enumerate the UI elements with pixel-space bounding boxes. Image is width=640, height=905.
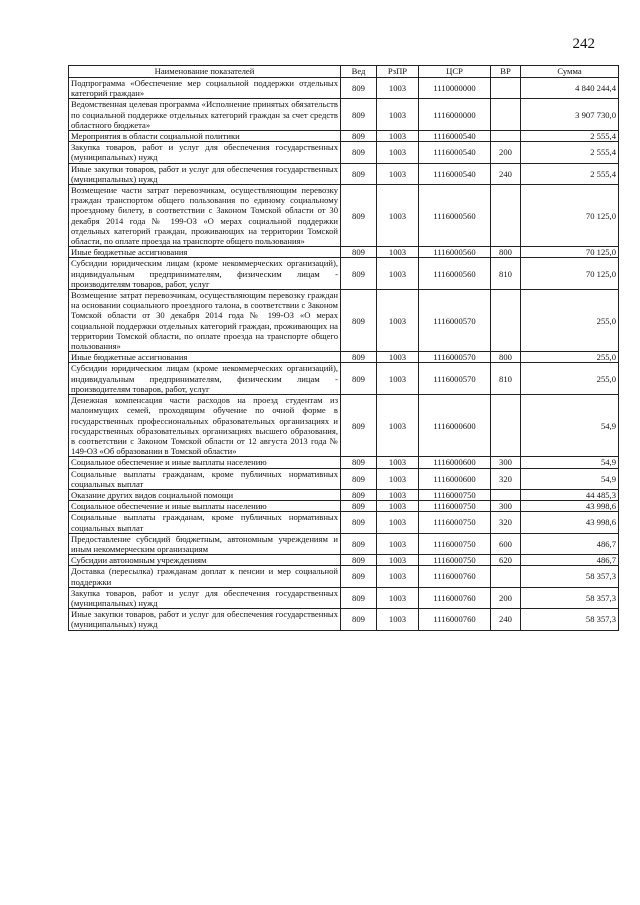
- row-ved: 809: [341, 512, 377, 533]
- row-sum: 44 485,3: [521, 489, 619, 500]
- row-ved: 809: [341, 457, 377, 468]
- row-rzpr: 1003: [377, 489, 419, 500]
- row-sum: 486,7: [521, 533, 619, 554]
- header-row: [69, 66, 619, 78]
- row-name: Мероприятия в области социальной политики: [69, 131, 341, 142]
- row-sum: 255,0: [521, 352, 619, 363]
- row-csr: 1116000750: [419, 489, 491, 500]
- row-csr: 1116000600: [419, 395, 491, 457]
- row-rzpr: 1003: [377, 185, 419, 247]
- row-csr: 1116000600: [419, 457, 491, 468]
- row-name: Доставка (пересылка) гражданам доплат к пенсии и мер социальной поддержки: [69, 566, 341, 587]
- table-row: [69, 258, 619, 290]
- row-rzpr: 1003: [377, 566, 419, 587]
- row-csr: 1116000570: [419, 363, 491, 395]
- row-ved: 809: [341, 533, 377, 554]
- row-csr: 1116000570: [419, 290, 491, 352]
- row-rzpr: 1003: [377, 501, 419, 512]
- table-row: [69, 363, 619, 395]
- row-vr: 300: [491, 457, 521, 468]
- table-row: [69, 512, 619, 533]
- row-vr: 320: [491, 468, 521, 489]
- row-sum: 43 998,6: [521, 512, 619, 533]
- row-rzpr: 1003: [377, 363, 419, 395]
- row-ved: 809: [341, 78, 377, 99]
- row-ved: 809: [341, 566, 377, 587]
- row-name: Иные закупки товаров, работ и услуг для обеспечения государственных (муниципальных) нужд: [69, 609, 341, 630]
- table-row: [69, 609, 619, 630]
- row-sum: 58 357,3: [521, 587, 619, 608]
- row-csr: 1116000560: [419, 258, 491, 290]
- table-row: [69, 587, 619, 608]
- row-ved: 809: [341, 395, 377, 457]
- row-vr: [491, 395, 521, 457]
- row-name: Субсидии автономным учреждениям: [69, 555, 341, 566]
- row-csr: 1116000000: [419, 99, 491, 131]
- row-rzpr: 1003: [377, 258, 419, 290]
- row-name: Иные бюджетные ассигнования: [69, 352, 341, 363]
- row-csr: 1110000000: [419, 78, 491, 99]
- row-rzpr: 1003: [377, 468, 419, 489]
- row-sum: 486,7: [521, 555, 619, 566]
- row-name: Денежная компенсация части расходов на проезд студентам из малоимущих семей, проходящим обучение по очной форме в государственных профессиональных образовательных организациях и государственных образовательных организациях высшего образования, в соответствии с Законом Томской области от 12 августа 2013 года № 149-ОЗ «Об образовании в Томской области»: [69, 395, 341, 457]
- header-csr: ЦСР: [419, 66, 491, 78]
- row-vr: [491, 489, 521, 500]
- row-vr: 200: [491, 587, 521, 608]
- row-rzpr: 1003: [377, 78, 419, 99]
- row-name: Социальное обеспечение и иные выплаты населению: [69, 501, 341, 512]
- row-vr: 620: [491, 555, 521, 566]
- table-row: [69, 163, 619, 184]
- row-sum: 70 125,0: [521, 258, 619, 290]
- row-csr: 1116000760: [419, 566, 491, 587]
- row-name: Возмещение части затрат перевозчикам, осуществляющим перевозку граждан транспортом общего пользования по единому социальному проездному билету, в соответствии с Законом Томской области от 30 декабря 2014 года № 199-ОЗ «О мерах социальной поддержки отдельных категорий граждан, проживающих на территории Томской области, по оплате проезда на транспорте общего пользования»: [69, 185, 341, 247]
- row-vr: 800: [491, 352, 521, 363]
- budget-table: [68, 65, 619, 631]
- table-row: [69, 290, 619, 352]
- row-vr: 600: [491, 533, 521, 554]
- row-vr: 810: [491, 363, 521, 395]
- row-sum: 255,0: [521, 290, 619, 352]
- row-ved: 809: [341, 489, 377, 500]
- table-row: [69, 555, 619, 566]
- row-sum: 255,0: [521, 363, 619, 395]
- header-vr: ВР: [491, 66, 521, 78]
- row-name: Субсидии юридическим лицам (кроме некоммерческих организаций), индивидуальным предпринимателям, физическим лицам - производителям товаров, работ, услуг: [69, 363, 341, 395]
- row-name: Оказание других видов социальной помощи: [69, 489, 341, 500]
- row-sum: 54,9: [521, 457, 619, 468]
- row-ved: 809: [341, 142, 377, 163]
- table-row: [69, 566, 619, 587]
- row-name: Ведомственная целевая программа «Исполнение принятых обязательств по социальной поддержке отдельных категорий граждан за счет средств областного бюджета»: [69, 99, 341, 131]
- table-row: [69, 533, 619, 554]
- row-ved: 809: [341, 131, 377, 142]
- row-vr: [491, 99, 521, 131]
- row-rzpr: 1003: [377, 587, 419, 608]
- row-ved: 809: [341, 587, 377, 608]
- row-csr: 1116000760: [419, 587, 491, 608]
- row-name: Социальные выплаты гражданам, кроме публичных нормативных социальных выплат: [69, 468, 341, 489]
- row-vr: [491, 185, 521, 247]
- row-rzpr: 1003: [377, 142, 419, 163]
- row-vr: 320: [491, 512, 521, 533]
- page-number: 242: [572, 36, 595, 52]
- row-csr: 1116000540: [419, 131, 491, 142]
- row-csr: 1116000750: [419, 533, 491, 554]
- row-ved: 809: [341, 609, 377, 630]
- row-ved: 809: [341, 185, 377, 247]
- table-row: [69, 352, 619, 363]
- table-row: [69, 185, 619, 247]
- row-vr: [491, 78, 521, 99]
- row-sum: 43 998,6: [521, 501, 619, 512]
- row-name: Иные бюджетные ассигнования: [69, 247, 341, 258]
- table-row: [69, 395, 619, 457]
- row-csr: 1116000570: [419, 352, 491, 363]
- header-ved: Вед: [341, 66, 377, 78]
- row-sum: 70 125,0: [521, 247, 619, 258]
- row-name: Предоставление субсидий бюджетным, автономным учреждениям и иным некоммерческим организациям: [69, 533, 341, 554]
- row-sum: 4 840 244,4: [521, 78, 619, 99]
- row-sum: 54,9: [521, 395, 619, 457]
- row-sum: 70 125,0: [521, 185, 619, 247]
- row-name: Иные закупки товаров, работ и услуг для обеспечения государственных (муниципальных) нужд: [69, 163, 341, 184]
- table-row: [69, 142, 619, 163]
- row-vr: 810: [491, 258, 521, 290]
- row-name: Субсидии юридическим лицам (кроме некоммерческих организаций), индивидуальным предпринимателям, физическим лицам - производителям товаров, работ, услуг: [69, 258, 341, 290]
- row-rzpr: 1003: [377, 290, 419, 352]
- row-rzpr: 1003: [377, 352, 419, 363]
- row-vr: 200: [491, 142, 521, 163]
- row-vr: 800: [491, 247, 521, 258]
- row-csr: 1116000760: [419, 609, 491, 630]
- row-rzpr: 1003: [377, 555, 419, 566]
- row-rzpr: 1003: [377, 163, 419, 184]
- row-ved: 809: [341, 290, 377, 352]
- row-ved: 809: [341, 247, 377, 258]
- row-ved: 809: [341, 468, 377, 489]
- table-row: [69, 489, 619, 500]
- row-ved: 809: [341, 352, 377, 363]
- row-vr: [491, 290, 521, 352]
- header-sum: Сумма: [521, 66, 619, 78]
- row-vr: 240: [491, 609, 521, 630]
- header-rzpr: РзПР: [377, 66, 419, 78]
- row-name: Подпрограмма «Обеспечение мер социальной поддержки отдельных категорий граждан»: [69, 78, 341, 99]
- row-sum: 58 357,3: [521, 609, 619, 630]
- row-rzpr: 1003: [377, 533, 419, 554]
- row-ved: 809: [341, 501, 377, 512]
- table-row: [69, 457, 619, 468]
- row-vr: [491, 131, 521, 142]
- row-csr: 1116000560: [419, 247, 491, 258]
- table-row: [69, 131, 619, 142]
- row-csr: 1116000560: [419, 185, 491, 247]
- table-row: [69, 501, 619, 512]
- row-vr: [491, 566, 521, 587]
- row-sum: 58 357,3: [521, 566, 619, 587]
- row-sum: 2 555,4: [521, 131, 619, 142]
- row-csr: 1116000600: [419, 468, 491, 489]
- row-csr: 1116000750: [419, 555, 491, 566]
- row-ved: 809: [341, 555, 377, 566]
- row-rzpr: 1003: [377, 247, 419, 258]
- row-sum: 2 555,4: [521, 142, 619, 163]
- row-name: Возмещение затрат перевозчикам, осуществляющим перевозку граждан на основании социального проездного талона, в соответствии с Законом Томской области от 30 декабря 2014 года № 199-ОЗ «О мерах социальной поддержки отдельных категорий граждан, проживающих на территории Томской области, по оплате проезда на транспорте общего пользования»: [69, 290, 341, 352]
- table-row: [69, 99, 619, 131]
- header-name: Наименование показателей: [69, 66, 341, 78]
- row-rzpr: 1003: [377, 131, 419, 142]
- row-rzpr: 1003: [377, 457, 419, 468]
- row-csr: 1116000750: [419, 501, 491, 512]
- row-rzpr: 1003: [377, 609, 419, 630]
- row-rzpr: 1003: [377, 395, 419, 457]
- row-csr: 1116000540: [419, 163, 491, 184]
- row-name: Социальное обеспечение и иные выплаты населению: [69, 457, 341, 468]
- row-vr: 300: [491, 501, 521, 512]
- row-csr: 1116000540: [419, 142, 491, 163]
- table-row: [69, 78, 619, 99]
- row-sum: 3 907 730,0: [521, 99, 619, 131]
- row-name: Социальные выплаты гражданам, кроме публичных нормативных социальных выплат: [69, 512, 341, 533]
- row-rzpr: 1003: [377, 512, 419, 533]
- row-sum: 54,9: [521, 468, 619, 489]
- row-ved: 809: [341, 363, 377, 395]
- table-row: [69, 247, 619, 258]
- row-sum: 2 555,4: [521, 163, 619, 184]
- row-csr: 1116000750: [419, 512, 491, 533]
- table-row: [69, 468, 619, 489]
- row-vr: 240: [491, 163, 521, 184]
- row-rzpr: 1003: [377, 99, 419, 131]
- row-ved: 809: [341, 258, 377, 290]
- row-ved: 809: [341, 163, 377, 184]
- row-ved: 809: [341, 99, 377, 131]
- row-name: Закупка товаров, работ и услуг для обеспечения государственных (муниципальных) нужд: [69, 587, 341, 608]
- row-name: Закупка товаров, работ и услуг для обеспечения государственных (муниципальных) нужд: [69, 142, 341, 163]
